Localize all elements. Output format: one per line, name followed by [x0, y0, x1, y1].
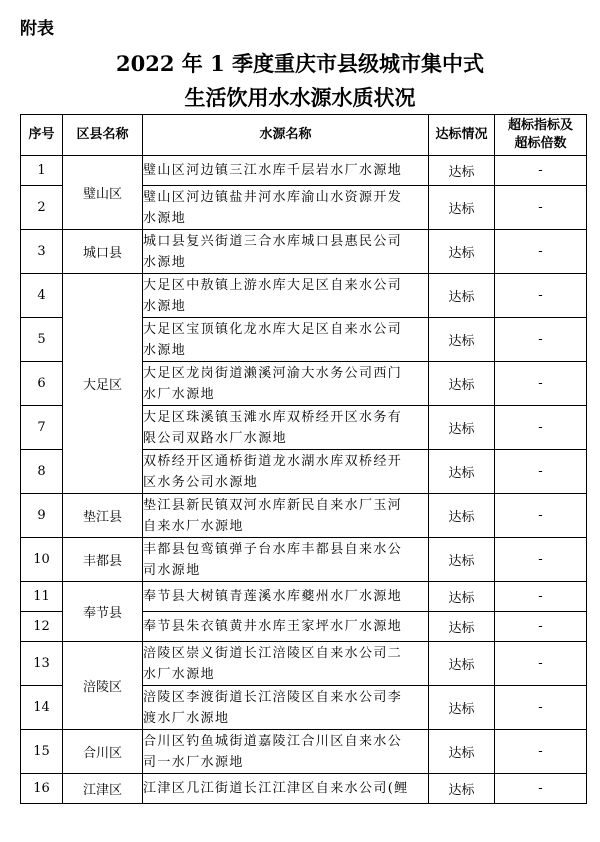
- source-line: 奉节县大树镇青莲溪水库夔州水厂水源地: [143, 589, 403, 604]
- header-county: 区县名称: [63, 115, 143, 156]
- exceed-cell: -: [495, 494, 587, 538]
- row-number: 16: [21, 774, 63, 804]
- source-cell: [143, 186, 429, 230]
- county-cell: 奉节县: [63, 582, 143, 642]
- row-number: 15: [21, 730, 63, 774]
- exceed-cell: -: [495, 730, 587, 774]
- header-exceed: [495, 115, 587, 156]
- table-row: [21, 538, 587, 582]
- status-cell: 达标: [429, 362, 495, 406]
- table-header-row: [21, 115, 587, 156]
- source-line: 合川区钓鱼城街道嘉陵江合川区自来水公: [143, 733, 403, 749]
- source-line: 水源地: [143, 254, 187, 270]
- status-cell: 达标: [429, 686, 495, 730]
- exceed-cell: -: [495, 186, 587, 230]
- source-cell: [143, 406, 429, 450]
- table-row: [21, 230, 587, 274]
- exceed-cell: -: [495, 362, 587, 406]
- county-cell: 江津区: [63, 774, 143, 804]
- source-line: 丰都县包鸾镇弹子台水库丰都县自来水公: [143, 541, 403, 557]
- header-status: 达标情况: [429, 115, 495, 156]
- row-number: 14: [21, 686, 63, 730]
- source-cell: [143, 494, 429, 538]
- source-cell: [143, 612, 429, 642]
- exceed-cell: -: [495, 642, 587, 686]
- county-cell: 垫江县: [63, 494, 143, 538]
- page-title-line1: 2022 年 1 季度重庆市县级城市集中式: [116, 51, 484, 76]
- exceed-cell: -: [495, 406, 587, 450]
- source-cell: [143, 730, 429, 774]
- source-cell: [143, 362, 429, 406]
- exceed-cell: -: [495, 538, 587, 582]
- county-cell: 涪陵区: [63, 642, 143, 730]
- row-number: 11: [21, 582, 63, 612]
- source-line: 水厂水源地: [143, 666, 216, 682]
- county-cell: 丰都县: [63, 538, 143, 582]
- row-number: 7: [21, 406, 63, 450]
- county-cell: 大足区: [63, 274, 143, 494]
- appendix-label: 附表: [20, 19, 54, 39]
- status-cell: 达标: [429, 186, 495, 230]
- exceed-cell: -: [495, 450, 587, 494]
- exceed-cell: -: [495, 774, 587, 804]
- row-number: 13: [21, 642, 63, 686]
- county-cell: 城口县: [63, 230, 143, 274]
- row-number: 12: [21, 612, 63, 642]
- page-title-line2: 生活饮用水水源水质状况: [184, 85, 416, 110]
- row-number: 8: [21, 450, 63, 494]
- source-line: 大足区龙岗街道濑溪河渝大水务公司西门: [143, 365, 403, 381]
- exceed-cell: -: [495, 582, 587, 612]
- header-exceed-line1: 超标指标及: [507, 118, 573, 133]
- exceed-cell: -: [495, 230, 587, 274]
- status-cell: 达标: [429, 612, 495, 642]
- source-cell: [143, 686, 429, 730]
- source-line: 限公司双路水厂水源地: [143, 430, 288, 446]
- source-line: 江津区几江街道长江江津区自来水公司(鲤: [143, 781, 409, 796]
- exceed-cell: -: [495, 156, 587, 186]
- source-cell: [143, 582, 429, 612]
- table-row: [21, 730, 587, 774]
- source-line: 璧山区河边镇三江水库千层岩水厂水源地: [143, 163, 403, 178]
- source-line: 自来水厂水源地: [143, 518, 244, 534]
- source-cell: [143, 642, 429, 686]
- row-number: 1: [21, 156, 63, 186]
- exceed-cell: -: [495, 686, 587, 730]
- source-cell: [143, 774, 429, 804]
- status-cell: 达标: [429, 450, 495, 494]
- source-line: 大足区珠溪镇玉滩水库双桥经开区水务有: [143, 409, 403, 425]
- source-line: 区水务公司水源地: [143, 474, 259, 490]
- table-row: [21, 494, 587, 538]
- source-cell: [143, 156, 429, 186]
- header-source: 水源名称: [143, 115, 429, 156]
- header-no: 序号: [21, 115, 63, 156]
- source-cell: [143, 318, 429, 362]
- row-number: 10: [21, 538, 63, 582]
- source-line: 水源地: [143, 298, 187, 314]
- source-line: 璧山区河边镇盐井河水库渝山水资源开发: [143, 189, 403, 205]
- source-line: 涪陵区李渡街道长江涪陵区自来水公司李: [143, 689, 403, 705]
- source-cell: [143, 274, 429, 318]
- source-line: 奉节县朱衣镇黄井水库王家坪水厂水源地: [143, 619, 403, 634]
- status-cell: 达标: [429, 494, 495, 538]
- row-number: 6: [21, 362, 63, 406]
- status-cell: 达标: [429, 406, 495, 450]
- source-line: 城口县复兴街道三合水库城口县惠民公司: [143, 233, 403, 249]
- source-line: 司一水厂水源地: [143, 754, 244, 770]
- header-exceed-line2: 超标倍数: [514, 136, 567, 151]
- row-number: 2: [21, 186, 63, 230]
- exceed-cell: -: [495, 612, 587, 642]
- county-cell: 合川区: [63, 730, 143, 774]
- table-row: [21, 642, 587, 686]
- row-number: 5: [21, 318, 63, 362]
- source-cell: [143, 230, 429, 274]
- status-cell: 达标: [429, 774, 495, 804]
- row-number: 9: [21, 494, 63, 538]
- status-cell: 达标: [429, 230, 495, 274]
- source-line: 涪陵区崇义街道长江涪陵区自来水公司二: [143, 645, 403, 661]
- table-row: [21, 582, 587, 612]
- table-row: [21, 156, 587, 186]
- status-cell: 达标: [429, 274, 495, 318]
- source-cell: [143, 538, 429, 582]
- row-number: 3: [21, 230, 63, 274]
- table-row: [21, 774, 587, 804]
- status-cell: 达标: [429, 156, 495, 186]
- status-cell: 达标: [429, 642, 495, 686]
- source-line: 司水源地: [143, 562, 201, 578]
- status-cell: 达标: [429, 730, 495, 774]
- source-line: 渡水厂水源地: [143, 710, 230, 726]
- status-cell: 达标: [429, 538, 495, 582]
- water-quality-table: [20, 114, 587, 804]
- source-line: 水厂水源地: [143, 386, 216, 402]
- source-line: 大足区中敖镇上游水库大足区自来水公司: [143, 277, 403, 293]
- exceed-cell: -: [495, 318, 587, 362]
- county-cell: 璧山区: [63, 156, 143, 230]
- status-cell: 达标: [429, 318, 495, 362]
- row-number: 4: [21, 274, 63, 318]
- table-row: [21, 274, 587, 318]
- source-cell: [143, 450, 429, 494]
- exceed-cell: -: [495, 274, 587, 318]
- source-line: 双桥经开区通桥街道龙水湖水库双桥经开: [143, 453, 403, 469]
- source-line: 垫江县新民镇双河水库新民自来水厂玉河: [143, 497, 403, 513]
- source-line: 水源地: [143, 342, 187, 358]
- status-cell: 达标: [429, 582, 495, 612]
- source-line: 水源地: [143, 210, 187, 226]
- source-line: 大足区宝顶镇化龙水库大足区自来水公司: [143, 321, 403, 337]
